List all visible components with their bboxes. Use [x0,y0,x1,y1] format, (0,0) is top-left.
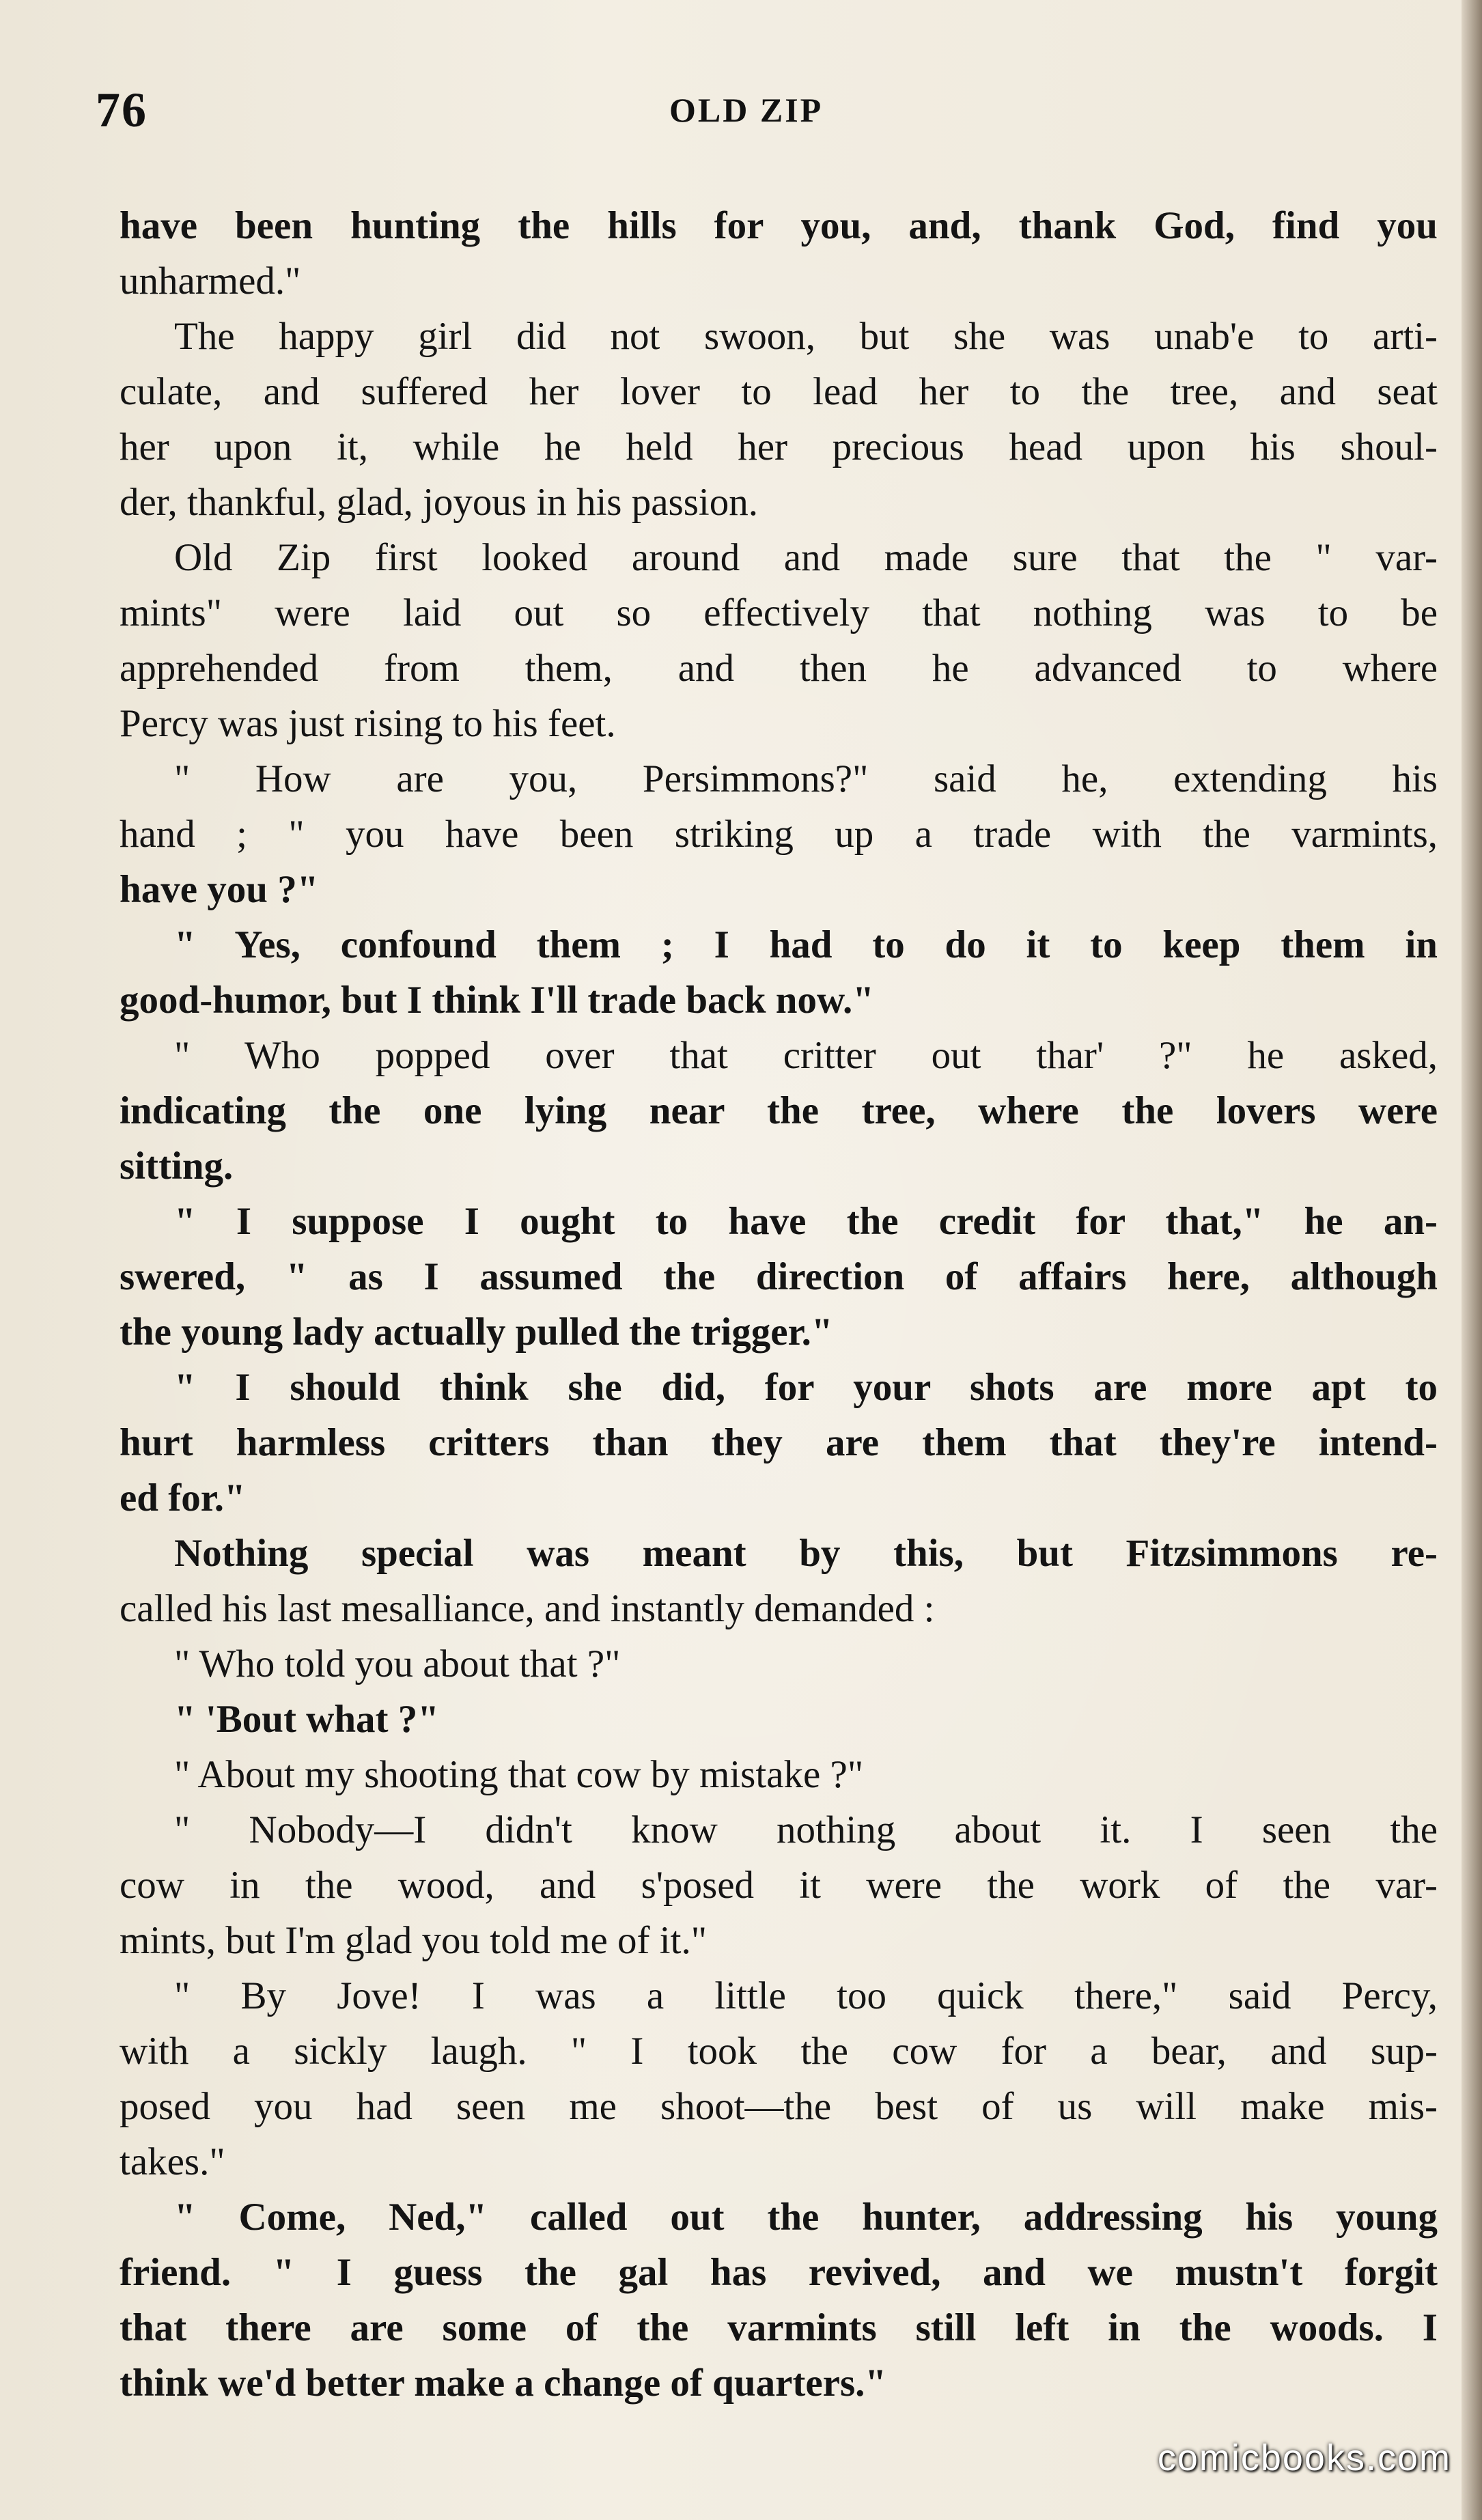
text-line: hurt harmless critters than they are them that they're intend- [120,1421,1438,1464]
text-line: " Who told you about that ?" [174,1642,621,1685]
text-line: Nothing special was meant by this, but Fitzsimmons re- [174,1532,1438,1575]
body-text [120,198,1438,2411]
text-line: der, thankful, glad, joyous in his passion. [120,481,758,524]
page-edge-shadow [1462,0,1482,2520]
text-line: unharmed." [120,260,301,303]
text-line: the young lady actually pulled the trigger." [120,1311,833,1354]
text-line: hand ; " you have been striking up a trade with the varmints, [120,813,1438,856]
text-line: " Yes, confound them ; I had to do it to keep them in [174,923,1438,966]
text-line: indicating the one lying near the tree, where the lovers were [120,1089,1438,1132]
text-line: Old Zip first looked around and made sure that the " var- [174,536,1438,579]
running-head: OLD ZIP [669,91,824,129]
text-line: " Come, Ned," called out the hunter, addressing his young [174,2196,1438,2239]
page-header [96,82,1393,143]
text-line: culate, and suffered her lover to lead her to the tree, and seat [120,370,1438,413]
text-line: " Nobody—I didn't know nothing about it. I seen the [174,1808,1438,1851]
text-line: that there are some of the varmints still left in the woods. I [120,2306,1438,2349]
page-number: 76 [96,83,148,137]
text-line: " Who popped over that critter out thar' ?" he asked, [174,1034,1438,1077]
watermark: comicbooks.com [1157,2437,1451,2478]
text-line: The happy girl did not swoon, but she was unab'e to arti- [174,315,1438,358]
text-line: swered, " as I assumed the direction of affairs here, although [120,1255,1438,1298]
text-line: think we'd better make a change of quarters." [120,2362,887,2405]
text-line: ed for." [120,1476,246,1520]
text-line: mints, but I'm glad you told me of it." [120,1919,707,1962]
text-line: posed you had seen me shoot—the best of us will make mis- [120,2085,1438,2128]
text-line: her upon it, while he held her precious head upon his shoul- [120,425,1438,468]
text-line: friend. " I guess the gal has revived, and we mustn't forgit [120,2251,1438,2294]
text-line: cow in the wood, and s'posed it were the work of the var- [120,1864,1438,1907]
text-line: have been hunting the hills for you, and, thank God, find you [120,204,1438,247]
text-line: sitting. [120,1145,234,1188]
text-line: good-humor, but I think I'll trade back now." [120,979,874,1022]
text-line: apprehended from them, and then he advanced to where [120,647,1438,690]
text-line: " By Jove! I was a little too quick there," said Percy, [174,1974,1438,2017]
text-line: with a sickly laugh. " I took the cow for a bear, and sup- [120,2030,1438,2073]
text-line: " How are you, Persimmons?" said he, extending his [174,757,1438,800]
text-line: " I suppose I ought to have the credit for that," he an- [174,1200,1438,1243]
text-line: " About my shooting that cow by mistake ?" [174,1753,864,1796]
text-line: takes." [120,2140,225,2183]
text-line: " I should think she did, for your shots are more apt to [174,1366,1438,1409]
text-line: mints" were laid out so effectively that nothing was to be [120,591,1438,634]
text-line: have you ?" [120,868,319,911]
text-line: Percy was just rising to his feet. [120,702,616,745]
text-line: " 'Bout what ?" [174,1698,439,1741]
text-line: called his last mesalliance, and instantly demanded : [120,1587,935,1630]
